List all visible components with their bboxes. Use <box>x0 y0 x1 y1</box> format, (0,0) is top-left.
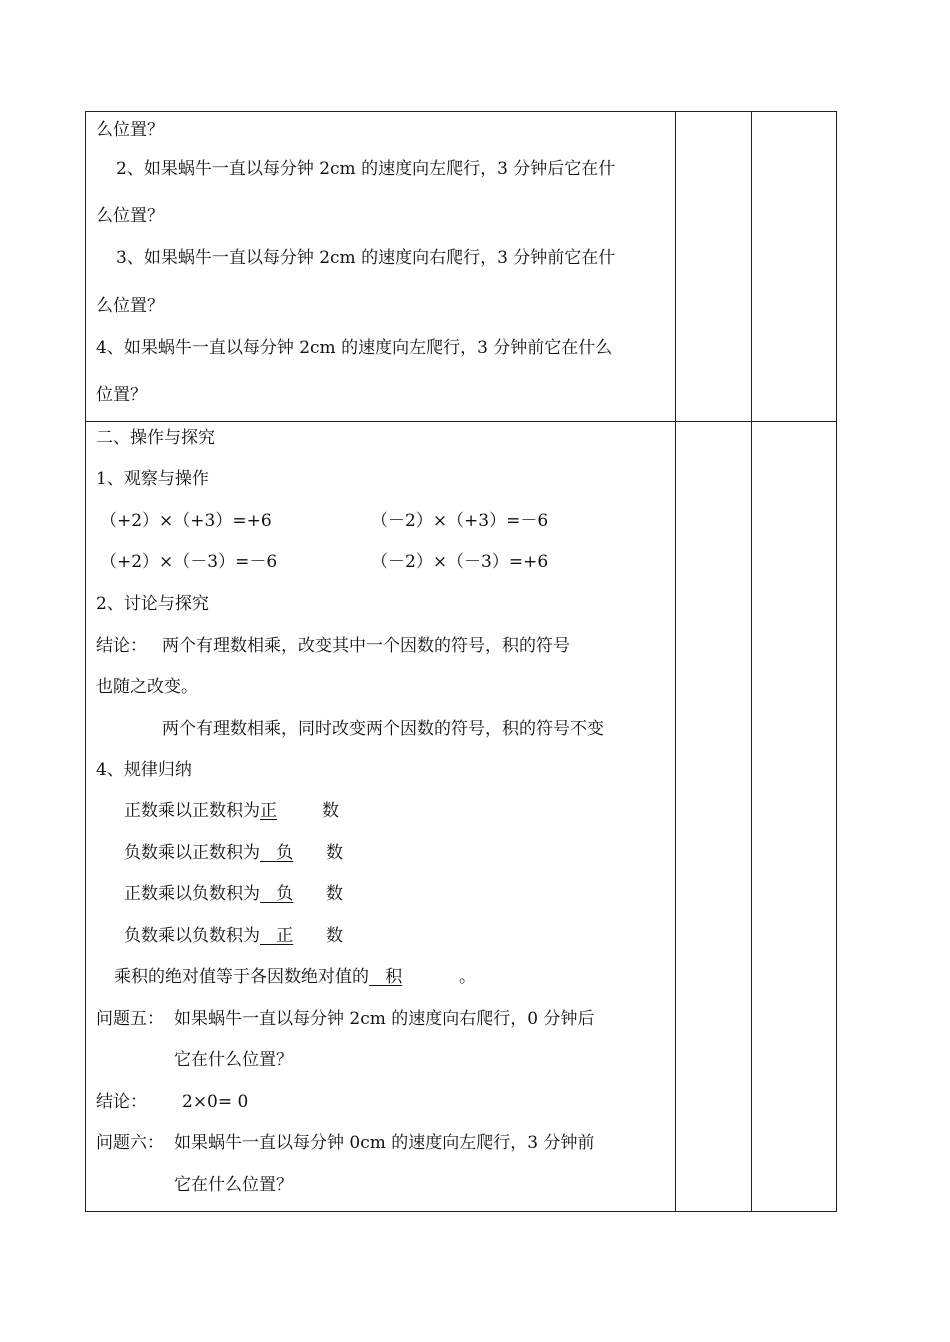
text-line: 么位置？ <box>96 120 164 140</box>
rule-suffix: 数 <box>326 884 343 904</box>
question-2: 2、如果蜗牛一直以每分钟 2cm 的速度向左爬行，3 分钟后它在什 <box>116 159 616 179</box>
subsection-title: 1、观察与操作 <box>96 469 209 489</box>
rule-suffix: 数 <box>326 926 343 946</box>
question-5-text: 它在什么位置？ <box>174 1050 293 1070</box>
answer-text: 正 <box>260 801 277 821</box>
question-5-text: 如果蜗牛一直以每分钟 2cm 的速度向右爬行，0 分钟后 <box>174 1009 595 1029</box>
question-5-label: 问题五： <box>96 1009 164 1029</box>
rule-line <box>124 926 343 946</box>
empty-cell <box>676 112 752 422</box>
rule-text: 乘积的绝对值等于各因数绝对值的 <box>114 967 369 987</box>
equation: （+2）×（－3）=－6 <box>100 552 278 572</box>
conclusion-text: 两个有理数相乘，改变其中一个因数的符号，积的符号 <box>162 636 570 656</box>
equation: （+2）×（+3）=+6 <box>100 511 272 531</box>
rule-answer <box>260 843 326 863</box>
text-line: 位置？ <box>96 385 147 405</box>
section-title: 二、操作与探究 <box>96 428 215 448</box>
equation: （－2）×（－3）=+6 <box>371 552 549 572</box>
content-cell <box>86 422 676 1212</box>
answer-text: 负 <box>276 843 294 863</box>
question-6-label: 问题六： <box>96 1133 164 1153</box>
content-cell <box>86 112 676 422</box>
rule-line <box>124 884 343 904</box>
conclusion-text: 也随之改变。 <box>96 677 198 697</box>
question-4: 4、如果蜗牛一直以每分钟 2cm 的速度向左爬行，3 分钟前它在什么 <box>96 338 613 358</box>
conclusion-text: 两个有理数相乘，同时改变两个因数的符号，积的符号不变 <box>162 719 604 739</box>
question-3: 3、如果蜗牛一直以每分钟 2cm 的速度向右爬行，3 分钟前它在什 <box>116 248 616 268</box>
absolute-value-line <box>114 967 476 987</box>
rule-text: 负数乘以负数积为 <box>124 926 260 946</box>
rule-suffix: 数 <box>322 801 339 821</box>
table-row <box>86 112 837 422</box>
rule-line <box>124 801 339 821</box>
subsection-title: 4、规律归纳 <box>96 760 192 780</box>
rule-answer <box>260 801 322 821</box>
rule-suffix: 数 <box>326 843 343 863</box>
table-row <box>86 422 837 1212</box>
rule-text: 正数乘以正数积为 <box>124 801 260 821</box>
answer-text: 负 <box>276 884 294 904</box>
rule-text: 负数乘以正数积为 <box>124 843 260 863</box>
text-line: 么位置？ <box>96 296 164 316</box>
question-6-text: 如果蜗牛一直以每分钟 0cm 的速度向左爬行，3 分钟前 <box>174 1133 595 1153</box>
answer-text: 正 <box>276 926 294 946</box>
equation: （－2）×（+3）=－6 <box>371 511 549 531</box>
empty-cell <box>752 112 837 422</box>
subsection-title: 2、讨论与探究 <box>96 594 209 614</box>
rule-answer <box>260 884 326 904</box>
empty-cell <box>752 422 837 1212</box>
conclusion-label: 结论： <box>96 1092 147 1112</box>
conclusion-equation: 2×0= 0 <box>182 1092 249 1112</box>
question-6-text: 它在什么位置？ <box>174 1175 293 1195</box>
conclusion-label: 结论： <box>96 636 147 656</box>
rule-text: 正数乘以负数积为 <box>124 884 260 904</box>
empty-cell <box>676 422 752 1212</box>
rule-line <box>124 843 343 863</box>
rule-answer <box>260 926 326 946</box>
punctuation: 。 <box>459 967 476 987</box>
text-line: 么位置？ <box>96 206 164 226</box>
rule-answer <box>369 967 459 987</box>
answer-text: 积 <box>385 967 403 987</box>
worksheet-table <box>85 111 837 1212</box>
